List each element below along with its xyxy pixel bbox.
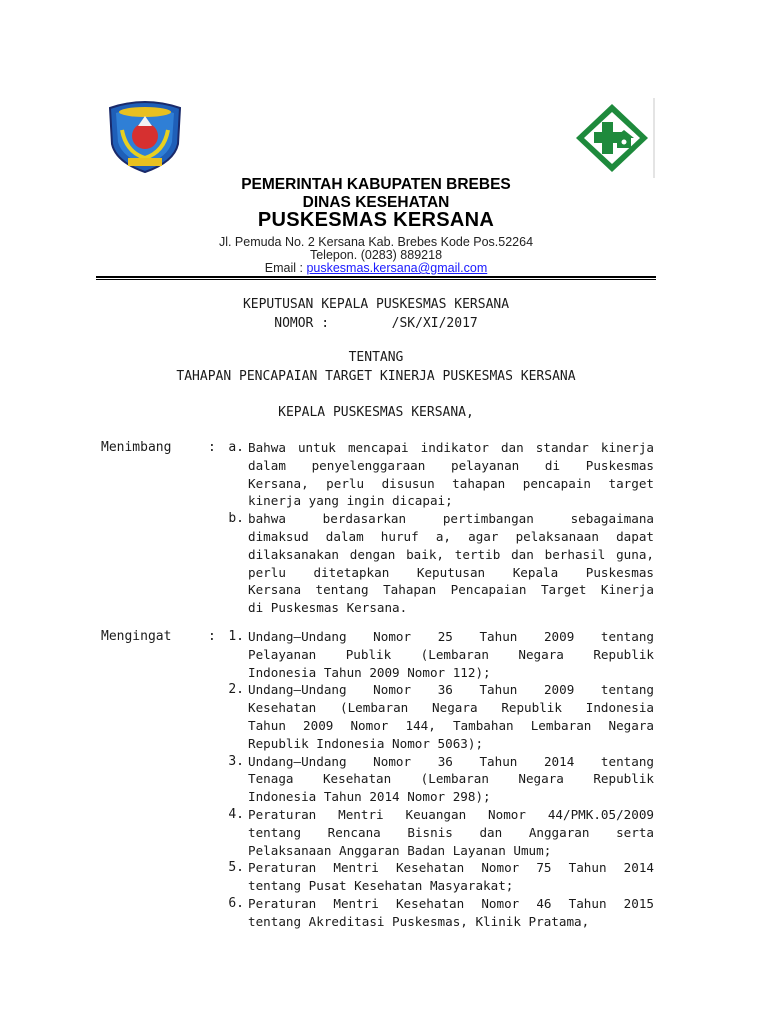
decree-title: KEPUTUSAN KEPALA PUSKESMAS KERSANA [242,297,510,312]
letterhead-agency: DINAS KESEHATAN [302,194,450,211]
menimbang-item-line: Kersana, perlu disusun tahapan pencapain target [248,475,654,491]
mengingat-item [248,859,654,895]
mengingat-item-line: tentang Rencana Bisnis dan Anggaran serta [248,824,654,840]
mengingat-item [248,895,654,931]
letterhead-address: Jl. Pemuda No. 2 Kersana Kab. Brebes Kode Pos.52264 [218,235,534,249]
mengingat-item-line: Indonesia Tahun 2009 Nomor 112); [248,664,491,680]
mengingat-item-line: Peraturan Mentri Kesehatan Nomor 46 Tahun 2015 [248,896,654,911]
mengingat-item-marker: 1. [228,629,244,644]
mengingat-item-line: Undang–Undang Nomor 36 Tahun 2009 tentang [248,682,654,698]
menimbang-item-line: di Puskesmas Kersana. [248,600,408,616]
menimbang-item [248,510,654,617]
puskesmas-logo-icon [570,98,655,178]
mengingat-colon: : [208,629,216,644]
menimbang-item-marker: a. [228,440,244,455]
mengingat-label: Mengingat [101,629,172,644]
mengingat-item-line: Peraturan Mentri Kesehatan Nomor 75 Tahun 2014 [248,860,654,876]
menimbang-item-line: perlu ditetapkan Keputusan Kepala Puskesmas [248,564,654,580]
letterhead-email-line [96,261,656,275]
letterhead-phone: Telepon. (0283) 889218 [309,248,443,262]
mengingat-item [248,753,654,806]
menimbang-item-line: dimaksud dalam huruf a, agar pelaksanaan dapat [248,528,654,544]
mengingat-item-line: Tahun 2009 Nomor 144, Tambahan Lembaran Negara [248,717,654,733]
mengingat-item-marker: 6. [228,896,244,911]
mengingat-item-line: Pelaksanaan Anggaran Badan Layanan Umum; [248,842,552,858]
mengingat-item [248,806,654,859]
mengingat-item-marker: 4. [228,807,244,822]
mengingat-item-marker: 3. [228,753,244,769]
mengingat-item [248,681,654,752]
mengingat-item-line: Republik Indonesia Nomor 5063); [248,735,484,751]
menimbang-item [248,439,654,510]
mengingat-item-line: Peraturan Mentri Keuangan Nomor 44/PMK.05/2009 [248,807,654,822]
mengingat-item-line: Tenaga Kesehatan (Lembaran Negara Republik [248,771,654,787]
mengingat-item-line: Kesehatan (Lembaran Negara Republik Indonesia [248,700,654,716]
decree-number: NOMOR : /SK/XI/2017 [274,316,478,331]
mengingat-item-line: Pelayanan Publik (Lembaran Negara Republik [248,646,654,662]
menimbang-item-line: kinerja yang ingin dicapai; [248,493,453,509]
mengingat-item-marker: 5. [228,860,244,876]
letterhead-rule-thin [96,279,656,280]
decree-about: TENTANG [348,350,404,365]
menimbang-item-line: Bahwa untuk mencapai indikator dan standar kinerja [248,440,654,455]
mengingat-item-line: Undang–Undang Nomor 25 Tahun 2009 tentang [248,629,654,644]
mengingat-item-line: Indonesia Tahun 2014 Nomor 298); [248,789,491,805]
email-label: Email : [264,261,307,275]
letterhead-institution: PUSKESMAS KERSANA [257,209,495,231]
regency-emblem-icon [104,100,186,174]
mengingat-item-marker: 2. [228,682,244,698]
menimbang-label: Menimbang [101,440,172,455]
menimbang-item-marker: b. [228,511,244,527]
menimbang-item-line: dilaksanakan dengan baik, tertib dan berhasil guna, [248,546,654,562]
menimbang-item-line: dalam penyelenggaraan pelayanan di Puskesmas [248,457,654,473]
mengingat-item-line: tentang Pusat Kesehatan Masyarakat; [248,878,514,894]
mengingat-item-line: Undang–Undang Nomor 36 Tahun 2014 tentang [248,753,654,769]
menimbang-item-line: bahwa berdasarkan pertimbangan sebagaimana [248,511,654,527]
menimbang-colon: : [208,440,216,455]
letterhead-rule-thick [96,276,656,278]
email-link[interactable]: puskesmas.kersana@gmail.com [306,261,488,275]
decree-issuer: KEPALA PUSKESMAS KERSANA, [278,405,474,420]
mengingat-item [248,628,654,681]
letterhead-government: PEMERINTAH KABUPATEN BREBES [241,176,511,193]
menimbang-item-line: Kersana tentang Tahapan Pencapaian Target Kinerja [248,582,654,598]
mengingat-item-line: tentang Akreditasi Puskesmas, Klinik Pratama, [248,913,590,929]
decree-subject: TAHAPAN PENCAPAIAN TARGET KINERJA PUSKESMAS KERSANA [176,369,576,384]
